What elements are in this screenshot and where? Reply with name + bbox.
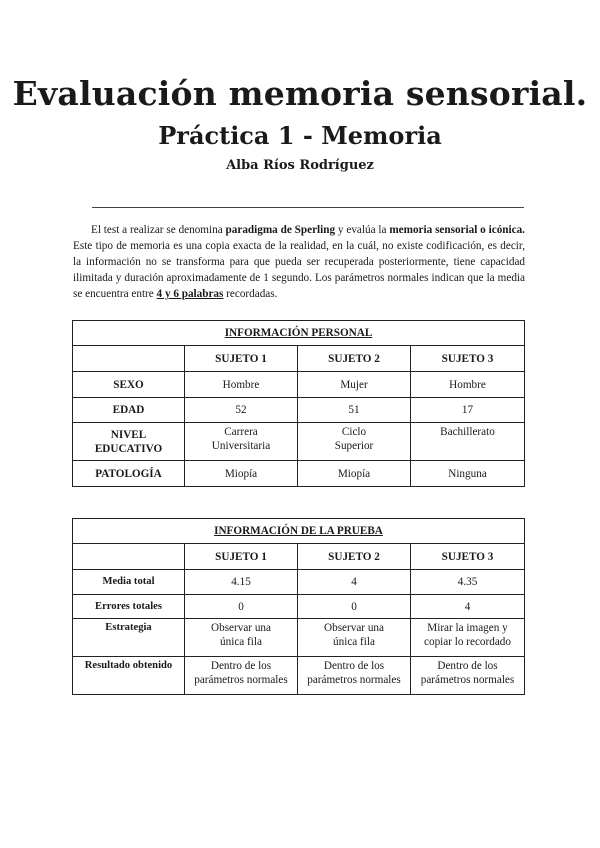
table-row <box>73 570 525 595</box>
row-header-pathology: PATOLOGÍA <box>73 461 185 487</box>
row-header-errors: Errores totales <box>73 595 185 619</box>
row-header-mean: Media total <box>73 570 185 595</box>
table-cell: Bachillerato <box>411 423 525 461</box>
intro-text-1: El test a realizar se denomina <box>91 224 226 236</box>
table-cell: 4.15 <box>185 570 298 595</box>
table-cell: 4.35 <box>411 570 525 595</box>
table-cell: 4 <box>411 595 525 619</box>
column-header-subject-1: SUJETO 1 <box>185 346 298 372</box>
table-cell: Mirar la imagen y copiar lo recordado <box>411 619 525 657</box>
row-header-result: Resultado obtenido <box>73 657 185 695</box>
column-header-subject-2: SUJETO 2 <box>298 544 411 570</box>
row-header-education: NIVEL EDUCATIVO <box>73 423 185 461</box>
intro-bold-paradigm: paradigma de Sperling <box>225 224 336 236</box>
table-cell: 52 <box>185 398 298 423</box>
table-cell: Observar una única fila <box>298 619 411 657</box>
table-cell: Hombre <box>411 372 525 398</box>
empty-header-cell <box>73 544 185 570</box>
table-cell: 0 <box>185 595 298 619</box>
table-cell: Miopía <box>185 461 298 487</box>
table-cell: Hombre <box>185 372 298 398</box>
table-cell: Mujer <box>298 372 411 398</box>
row-header-sex: SEXO <box>73 372 185 398</box>
table-cell: 17 <box>411 398 525 423</box>
table-cell: Carrera Universitaria <box>185 423 298 461</box>
table-row <box>73 619 525 657</box>
divider-line <box>92 207 524 208</box>
intro-text-4: recordadas. <box>223 288 278 300</box>
personal-info-title: INFORMACIÓN PERSONAL <box>73 321 525 346</box>
intro-bold-memory: memoria sensorial o icónica. <box>389 224 525 236</box>
column-header-subject-3: SUJETO 3 <box>411 544 525 570</box>
empty-header-cell <box>73 346 185 372</box>
test-info-table <box>72 518 525 695</box>
table-row <box>73 423 525 461</box>
table-cell: 51 <box>298 398 411 423</box>
table-cell: Ninguna <box>411 461 525 487</box>
test-info-title: INFORMACIÓN DE LA PRUEBA <box>73 519 525 544</box>
intro-bold-range: 4 y 6 palabras <box>156 288 224 300</box>
personal-info-table <box>72 320 525 487</box>
column-header-subject-1: SUJETO 1 <box>185 544 298 570</box>
table-cell: Dentro de los parámetros normales <box>185 657 298 695</box>
column-header-subject-2: SUJETO 2 <box>298 346 411 372</box>
table-cell: Ciclo Superior <box>298 423 411 461</box>
table-row <box>73 595 525 619</box>
intro-text-2: y evalúa la <box>335 224 390 236</box>
table-row <box>73 372 525 398</box>
document-title: Evaluación memoria sensorial. <box>12 74 588 113</box>
column-header-subject-3: SUJETO 3 <box>411 346 525 372</box>
table-cell: 4 <box>298 570 411 595</box>
row-header-age: EDAD <box>73 398 185 423</box>
table-cell: Miopía <box>298 461 411 487</box>
intro-paragraph <box>73 222 525 302</box>
table-cell: 0 <box>298 595 411 619</box>
intro-text-3: Este tipo de memoria es una copia exacta de la realidad, en la cuál, no existe codificación, es decir, la información no se transforma para que pueda ser recuperada posteriormente, tiene capacidad ilimitada y duración aproximadamente de 1 segundo. Los parámetros normales indican que la media se encuentra entre <box>73 240 525 300</box>
table-cell: Dentro de los parámetros normales <box>298 657 411 695</box>
table-cell: Observar una única fila <box>185 619 298 657</box>
document-subtitle: Práctica 1 - Memoria <box>158 121 442 150</box>
row-header-strategy: Estrategia <box>73 619 185 657</box>
author-name: Alba Ríos Rodríguez <box>226 158 374 173</box>
table-cell: Dentro de los parámetros normales <box>411 657 525 695</box>
table-row <box>73 657 525 695</box>
table-row <box>73 461 525 487</box>
table-row <box>73 398 525 423</box>
